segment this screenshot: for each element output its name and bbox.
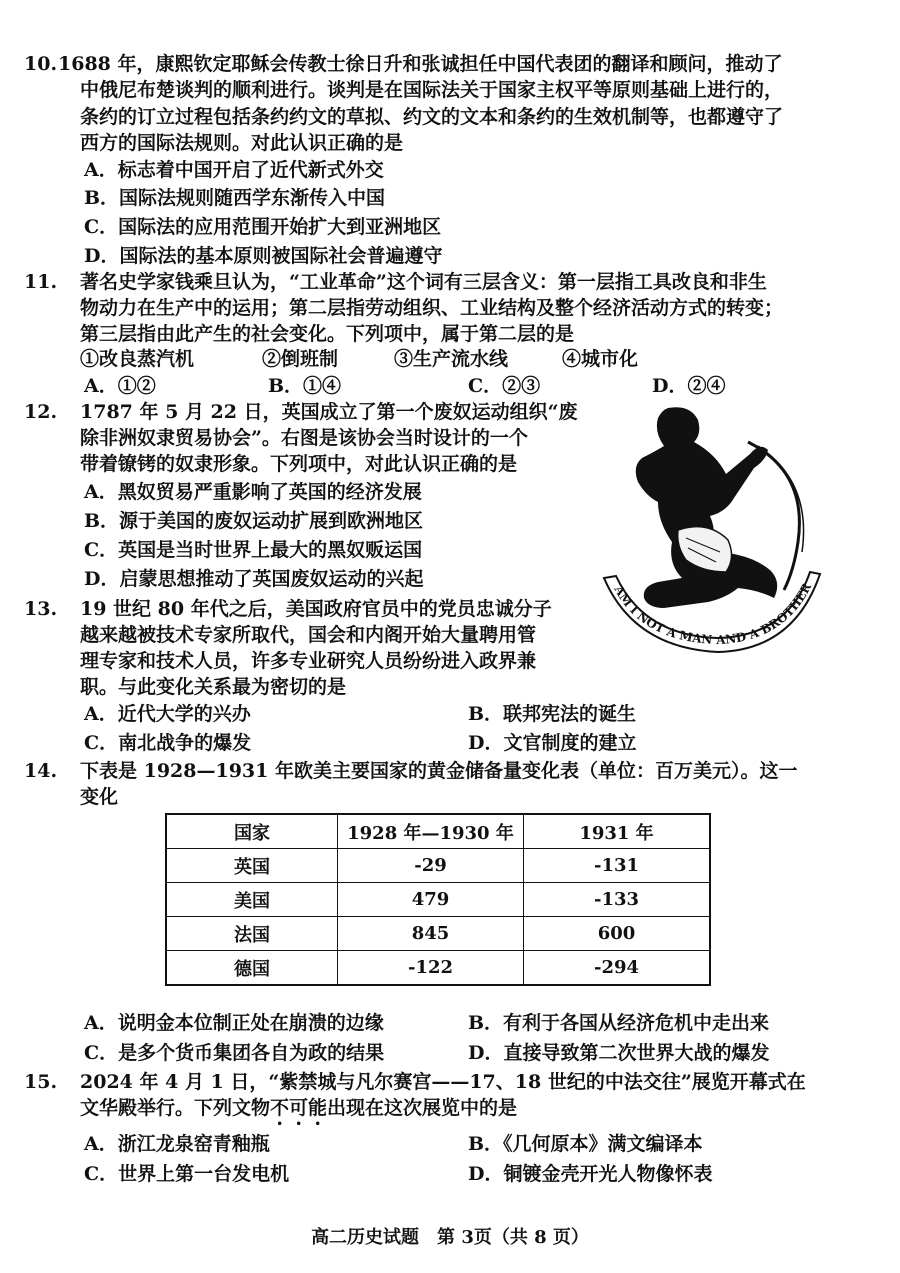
statement-item: ②倒班制 (262, 348, 339, 370)
page-footer: 高二历史试题 第 3页（共 8 页） (311, 1227, 589, 1248)
option-d[interactable]: D．直接导致第二次世界大战的爆发 (468, 1042, 770, 1064)
table-row (166, 951, 710, 986)
table-cell: 845 (338, 917, 524, 951)
option-d[interactable]: D．②④ (652, 375, 726, 397)
option-b[interactable]: B．联邦宪法的诞生 (468, 703, 637, 725)
question-text-line: 1688 年，康熙钦定耶稣会传教士徐日升和张诚担任中国代表团的翻译和顾问，推动了 (58, 53, 783, 75)
option-a[interactable]: A．标志着中国开启了近代新式外交 (84, 159, 384, 181)
question-text-line: 19 世纪 80 年代之后，美国政府官员中的党员忠诚分子 (80, 598, 552, 620)
table-cell: 英国 (166, 849, 338, 883)
emblem-motto: AM I NOT A MAN AND A BROTHER (611, 580, 815, 648)
option-c[interactable]: C．世界上第一台发电机 (84, 1163, 290, 1185)
option-a[interactable]: A．黑奴贸易严重影响了英国的经济发展 (84, 481, 422, 503)
question-text-line (80, 1094, 517, 1130)
question-number: 12. (24, 401, 58, 423)
option-a[interactable]: A．说明金本位制正处在崩溃的边缘 (84, 1012, 384, 1034)
table-cell: 德国 (166, 951, 338, 986)
question-number: 10. (24, 53, 58, 75)
question-number: 14. (24, 760, 58, 782)
question-text-line: 下表是 1928—1931 年欧美主要国家的黄金储备量变化表（单位：百万美元）。这一 (80, 760, 798, 782)
table-cell: -294 (524, 951, 711, 986)
table-cell: 479 (338, 883, 524, 917)
question-number: 13. (24, 598, 58, 620)
table-header-cell: 1928 年—1930 年 (338, 814, 524, 849)
question-text-line: 著名史学家钱乘旦认为，“工业革命”这个词有三层含义：第一层指工具改良和非生 (80, 271, 767, 293)
question-text-line: 西方的国际法规则。对此认识正确的是 (80, 132, 404, 154)
table-header-row (166, 814, 710, 849)
table-row (166, 917, 710, 951)
question-text-line: 1787 年 5 月 22 日，英国成立了第一个废奴运动组织“废 (80, 401, 578, 423)
question-text-line: 理专家和技术人员，许多专业研究人员纷纷进入政界兼 (80, 650, 537, 672)
emphasized-text: 不可能 (270, 1097, 328, 1119)
statement-item: ③生产流水线 (394, 348, 509, 370)
question-text-line: 带着镣铐的奴隶形象。下列项中，对此认识正确的是 (80, 453, 518, 475)
question-number: 15. (24, 1071, 58, 1093)
kneeling-slave-emblem-image (598, 402, 824, 658)
question-text-line: 第三层指由此产生的社会变化。下列项中，属于第二层的是 (80, 323, 575, 345)
option-c[interactable]: C．南北战争的爆发 (84, 732, 252, 754)
option-b[interactable]: B．《几何原本》满文编译本 (468, 1133, 703, 1155)
option-a[interactable]: A．近代大学的兴办 (84, 703, 251, 725)
table-header-cell: 国家 (166, 814, 338, 849)
table-cell: 600 (524, 917, 711, 951)
text-segment: 出现在这次展览中的是 (327, 1097, 518, 1119)
statement-item: ④城市化 (562, 348, 639, 370)
option-d[interactable]: D．国际法的基本原则被国际社会普遍遵守 (84, 245, 443, 267)
option-a[interactable]: A．①② (84, 375, 156, 397)
table-row (166, 883, 710, 917)
question-text-line: 2024 年 4 月 1 日，“紫禁城与凡尔赛宫——17、18 世纪的中法交往”展览开幕式在 (80, 1071, 806, 1093)
question-text-line: 越来越被技术专家所取代，国会和内阁开始大量聘用管 (80, 624, 537, 646)
table-cell: -29 (338, 849, 524, 883)
option-c[interactable]: C．②③ (468, 375, 541, 397)
table-cell: 美国 (166, 883, 338, 917)
option-a[interactable]: A．浙江龙泉窑青釉瓶 (84, 1133, 270, 1155)
table-header-cell: 1931 年 (524, 814, 711, 849)
table-cell: -131 (524, 849, 711, 883)
statement-item: ①改良蒸汽机 (80, 348, 195, 370)
question-text-line: 变化 (80, 786, 119, 808)
option-c[interactable]: C．英国是当时世界上最大的黑奴贩运国 (84, 539, 423, 561)
question-number: 11. (24, 271, 58, 293)
text-segment: 文华殿举行。下列文物 (80, 1097, 271, 1119)
option-b[interactable]: B．有利于各国从经济危机中走出来 (468, 1012, 770, 1034)
gold-reserve-table (165, 813, 711, 986)
option-b[interactable]: B．国际法规则随西学东渐传入中国 (84, 187, 386, 209)
table-cell: -122 (338, 951, 524, 986)
question-text-line: 物动力在生产中的运用；第二层指劳动组织、工业结构及整个经济活动方式的转变； (80, 297, 784, 319)
table-cell: 法国 (166, 917, 338, 951)
option-b[interactable]: B．源于美国的废奴运动扩展到欧洲地区 (84, 510, 424, 532)
option-d[interactable]: D．铜镀金壳开光人物像怀表 (468, 1163, 713, 1185)
option-b[interactable]: B．①④ (268, 375, 342, 397)
option-d[interactable]: D．启蒙思想推动了英国废奴运动的兴起 (84, 568, 424, 590)
table-row (166, 849, 710, 883)
question-text-line: 职。与此变化关系最为密切的是 (80, 676, 347, 698)
question-text-line: 条约的订立过程包括条约约文的草拟、约文的文本和条约的生效机制等，也都遵守了 (80, 106, 784, 128)
question-text-line: 中俄尼布楚谈判的顺利进行。谈判是在国际法关于国家主权平等原则基础上进行的， (80, 79, 784, 101)
option-c[interactable]: C．是多个货币集团各自为政的结果 (84, 1042, 385, 1064)
table-cell: -133 (524, 883, 711, 917)
option-d[interactable]: D．文官制度的建立 (468, 732, 637, 754)
option-c[interactable]: C．国际法的应用范围开始扩大到亚洲地区 (84, 216, 442, 238)
question-text-line: 除非洲奴隶贸易协会”。右图是该协会当时设计的一个 (80, 427, 528, 449)
